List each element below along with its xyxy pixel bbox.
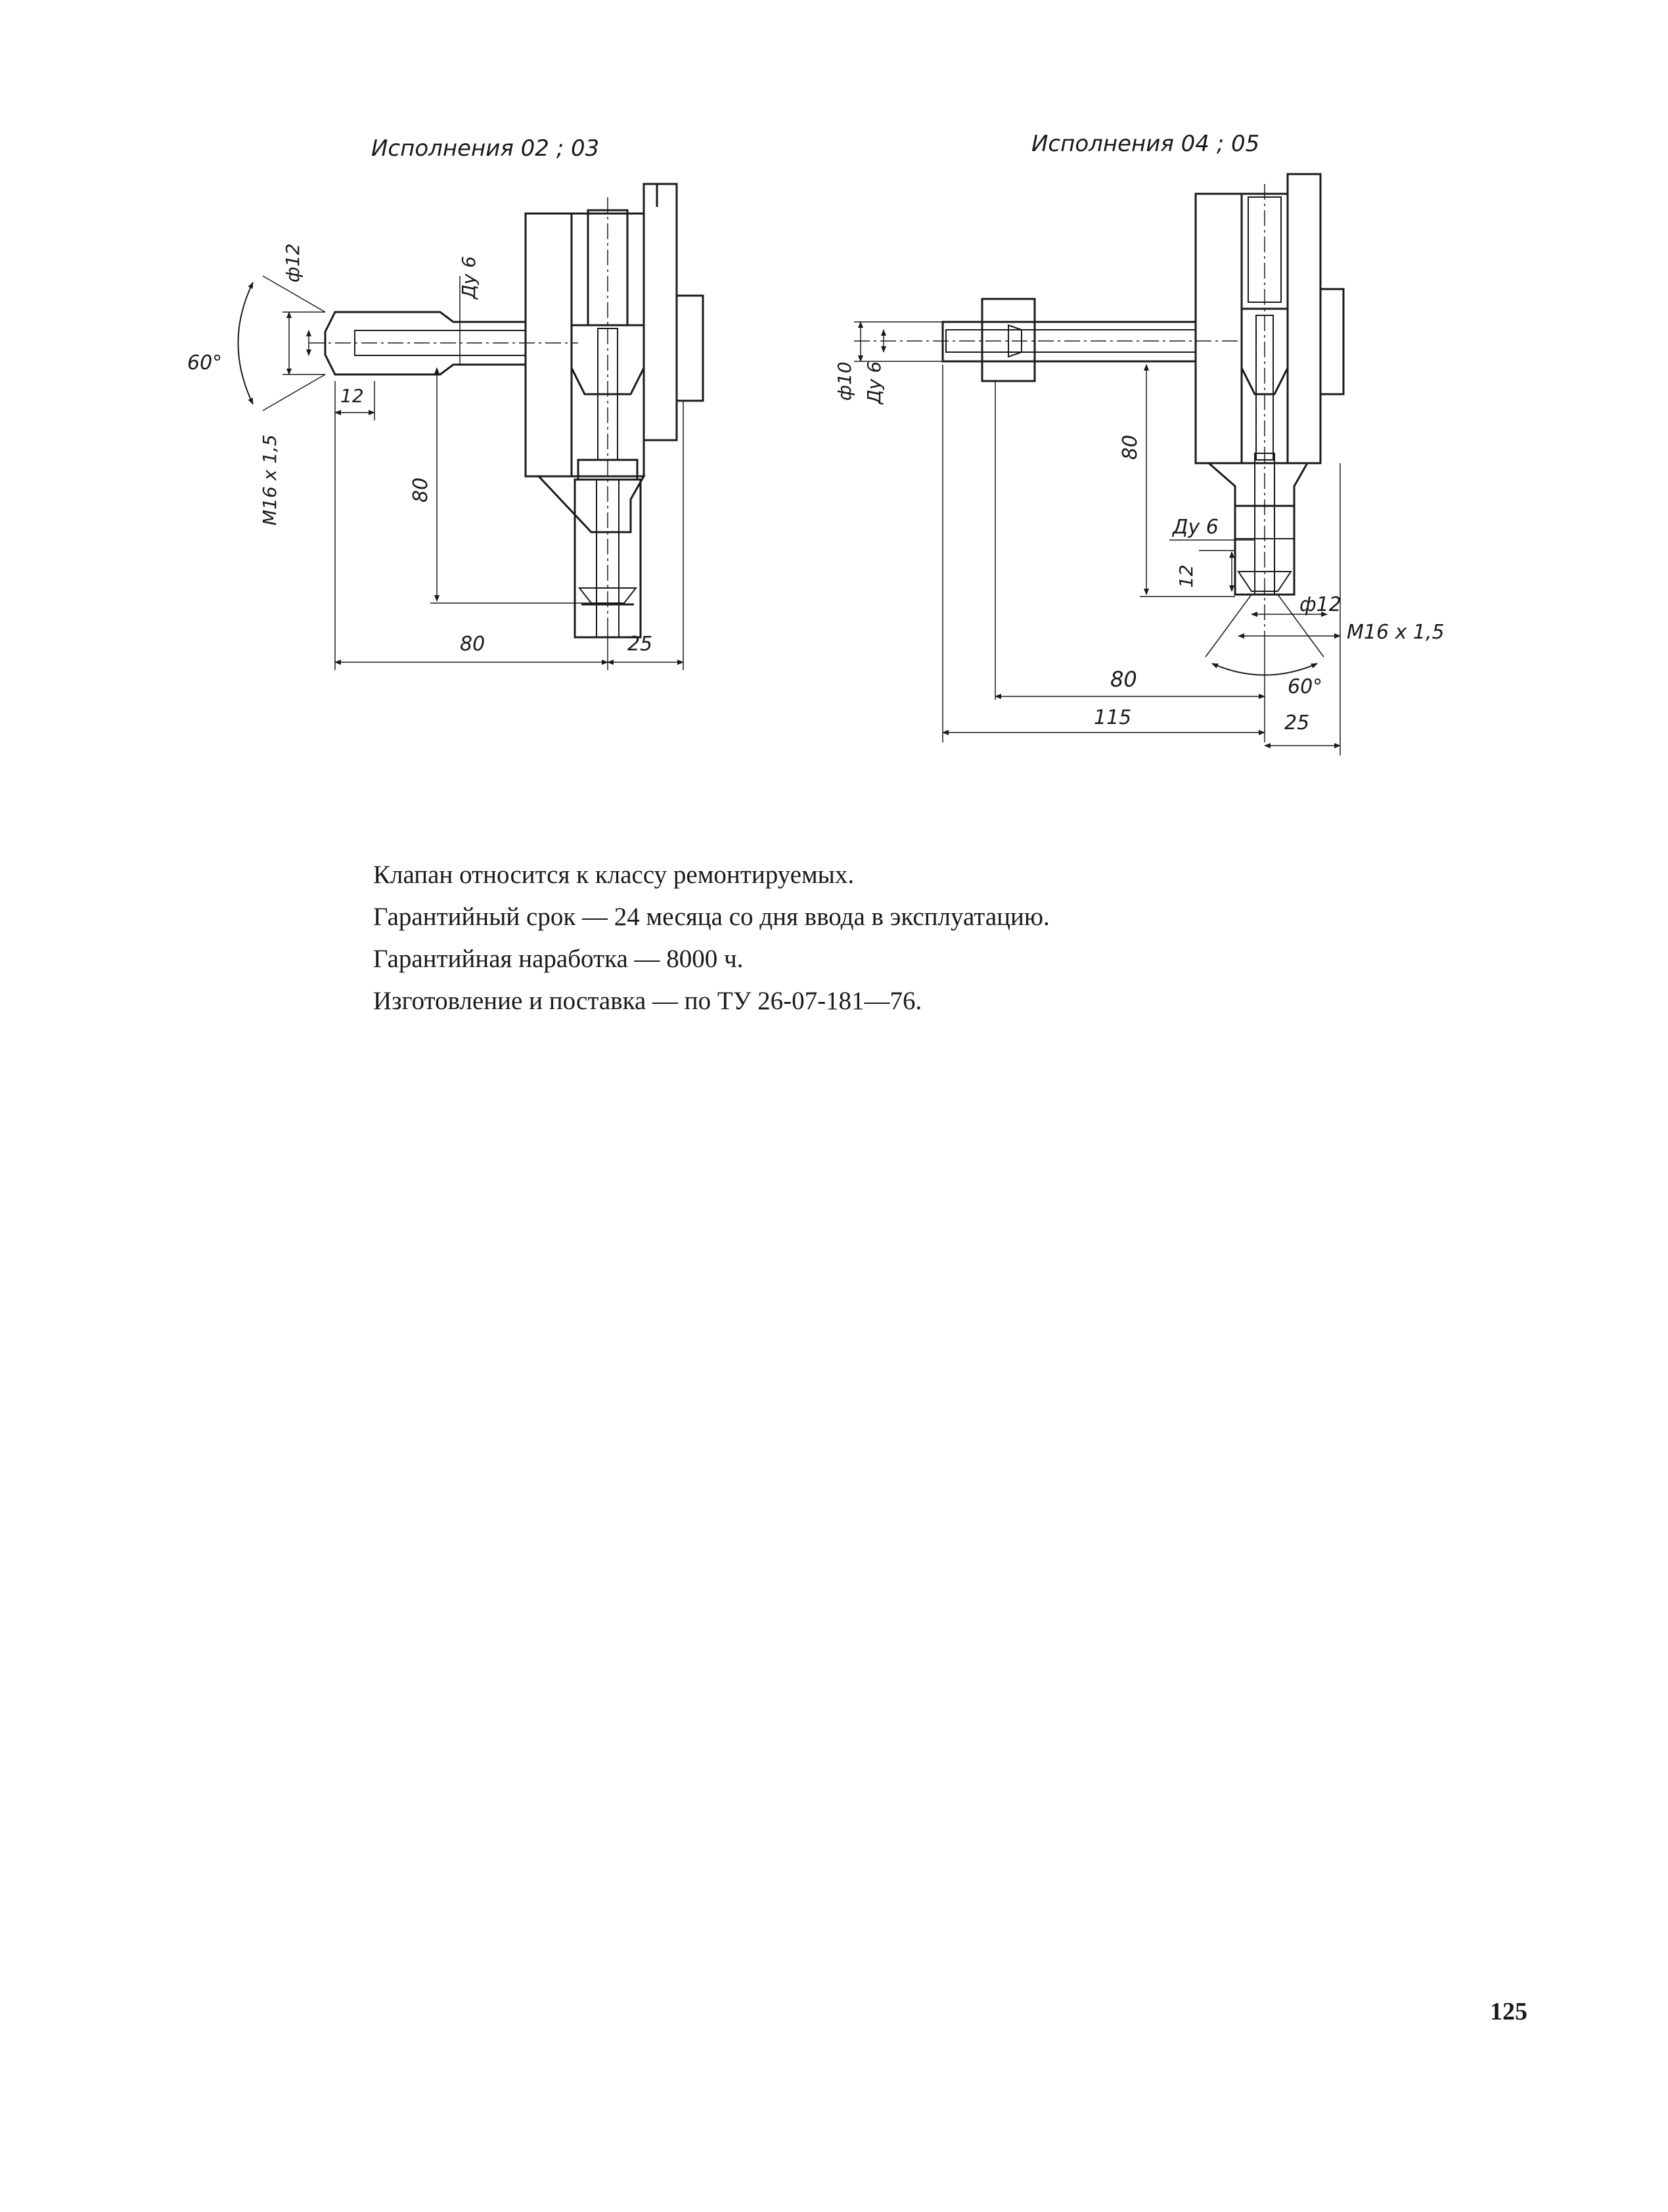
drawing-left-branch — [309, 312, 578, 374]
drawing-left-body — [526, 184, 703, 637]
drawing-right — [834, 131, 1445, 756]
drawing-right-angle-label: 60° — [1288, 675, 1323, 698]
drawing-left-len-25-label: 25 — [627, 633, 653, 656]
drawing-left — [187, 135, 703, 670]
drawing-left-len-80-vertical-label: 80 — [409, 477, 432, 503]
drawing-left-dimensions — [238, 276, 684, 670]
text-line-repairable: Клапан относится к классу ремонтируемых. — [373, 861, 855, 889]
technical-drawings — [0, 0, 1668, 788]
text-line-warranty-operating-time: Гарантийная наработка — 8000 ч. — [373, 945, 744, 973]
drawing-right-len-25-label: 25 — [1284, 711, 1310, 734]
drawing-left-len-12-label: 12 — [340, 385, 364, 407]
drawing-left-title: Исполнения 02 ; 03 — [371, 135, 600, 162]
drawing-right-len-12-label: 12 — [1175, 564, 1197, 588]
drawing-right-body — [1196, 174, 1343, 631]
drawing-right-len-115-label: 115 — [1094, 706, 1132, 729]
drawing-right-dn-lower-label: Ду 6 — [1173, 516, 1219, 539]
drawing-left-phi-label: ф12 — [282, 243, 304, 282]
drawing-right-len-80-vertical-label: 80 — [1119, 434, 1142, 460]
drawing-right-branch — [854, 299, 1242, 381]
drawing-right-phi10-label: ф10 — [834, 361, 855, 401]
drawing-right-len-80-label: 80 — [1110, 667, 1137, 692]
drawing-left-len-80-label: 80 — [460, 633, 485, 656]
drawing-left-angle-label: 60° — [187, 351, 223, 374]
drawing-left-dn-label: Ду 6 — [458, 256, 480, 299]
drawing-right-thread-label: M16 x 1,5 — [1347, 621, 1445, 644]
drawing-right-phi12-label: ф12 — [1299, 593, 1341, 616]
text-line-warranty-period: Гарантийный срок — 24 месяца со дня ввода в эксплуатацию. — [373, 903, 1050, 931]
drawing-right-dn-left-label: Ду 6 — [863, 361, 885, 404]
body-text — [373, 854, 1050, 1022]
page-number: 125 — [1490, 1998, 1527, 2025]
drawing-left-thread-label: M16 x 1,5 — [259, 434, 281, 526]
text-line-manufacture-spec: Изготовление и поставка — по ТУ 26-07-181—76. — [373, 987, 922, 1015]
drawing-right-title: Исполнения 04 ; 05 — [1031, 131, 1260, 157]
